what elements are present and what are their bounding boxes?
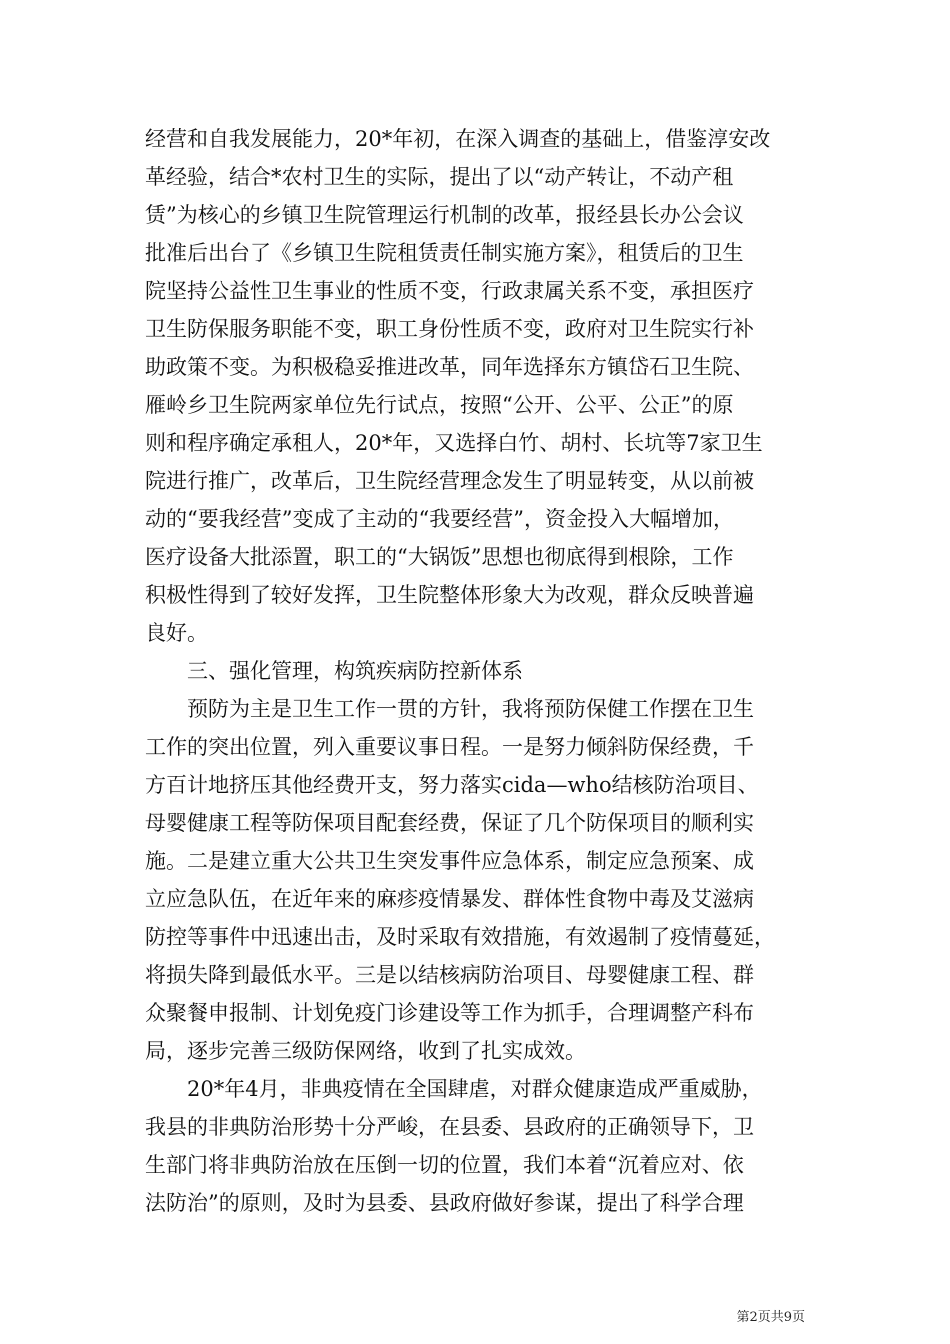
section-heading: 三、强化管理，构筑疾病防控新体系	[187, 659, 523, 683]
text-line: 批准后出台了《乡镇卫生院租赁责任制实施方案》，租赁后的卫生	[145, 241, 744, 265]
text-line: 立应急队伍，在近年来的麻疹疫情暴发、群体性食物中毒及艾滋病	[145, 887, 754, 911]
text-line: 局，逐步完善三级防保网络，收到了扎实成效。	[145, 1039, 586, 1063]
text-line: 母婴健康工程等防保项目配套经费，保证了几个防保项目的顺利实	[145, 811, 754, 835]
text-line: 良好。	[145, 621, 208, 645]
text-line: 积极性得到了较好发挥，卫生院整体形象大为改观，群众反映普遍	[145, 583, 754, 607]
text-line: 雁岭乡卫生院两家单位先行试点，按照“公开、公平、公正”的原	[145, 393, 734, 417]
text-line: 20*年4月，非典疫情在全国肆虐，对群众健康造成严重威胁，	[187, 1077, 763, 1101]
text-line: 院坚持公益性卫生事业的性质不变，行政隶属关系不变，承担医疗	[145, 279, 754, 303]
text-line: 赁”为核心的乡镇卫生院管理运行机制的改革，报经县长办公会议	[145, 203, 744, 227]
text-line: 经营和自我发展能力，20*年初，在深入调查的基础上，借鉴淳安改	[145, 127, 771, 151]
text-line: 我县的非典防治形势十分严峻，在县委、县政府的正确领导下，卫	[145, 1115, 754, 1139]
text-line: 院进行推广，改革后，卫生院经营理念发生了明显转变，从以前被	[145, 469, 754, 493]
text-line: 方百计地挤压其他经费开支，努力落实cida—who结核防治项目、	[145, 773, 759, 797]
text-line: 防控等事件中迅速出击，及时采取有效措施，有效遏制了疫情蔓延，	[145, 925, 775, 949]
text-line: 生部门将非典防治放在压倒一切的位置，我们本着“沉着应对、依	[145, 1153, 744, 1177]
text-line: 将损失降到最低水平。三是以结核病防治项目、母婴健康工程、群	[145, 963, 754, 987]
text-line: 革经验，结合*农村卫生的实际，提出了以“动产转让，不动产租	[145, 165, 734, 189]
text-line: 工作的突出位置，列入重要议事日程。一是努力倾斜防保经费，千	[145, 735, 754, 759]
text-line: 则和程序确定承租人，20*年，又选择白竹、胡村、长坑等7家卫生	[145, 431, 763, 455]
page-number-footer: 第2页共9页	[736, 1310, 805, 1325]
text-line: 医疗设备大批添置，职工的“大锅饭”思想也彻底得到根除，工作	[145, 545, 734, 569]
text-line: 动的“要我经营”变成了主动的“我要经营”，资金投入大幅增加，	[145, 507, 734, 531]
text-line: 卫生防保服务职能不变，职工身份性质不变，政府对卫生院实行补	[145, 317, 754, 341]
text-line: 预防为主是卫生工作一贯的方针，我将预防保健工作摆在卫生	[187, 697, 754, 721]
text-line: 助政策不变。为积极稳妥推进改革，同年选择东方镇岱石卫生院、	[145, 355, 754, 379]
text-line: 众聚餐申报制、计划免疫门诊建设等工作为抓手，合理调整产科布	[145, 1001, 754, 1025]
text-line: 法防治”的原则，及时为县委、县政府做好参谋，提出了科学合理	[145, 1191, 744, 1215]
text-line: 施。二是建立重大公共卫生突发事件应急体系，制定应急预案、成	[145, 849, 754, 873]
